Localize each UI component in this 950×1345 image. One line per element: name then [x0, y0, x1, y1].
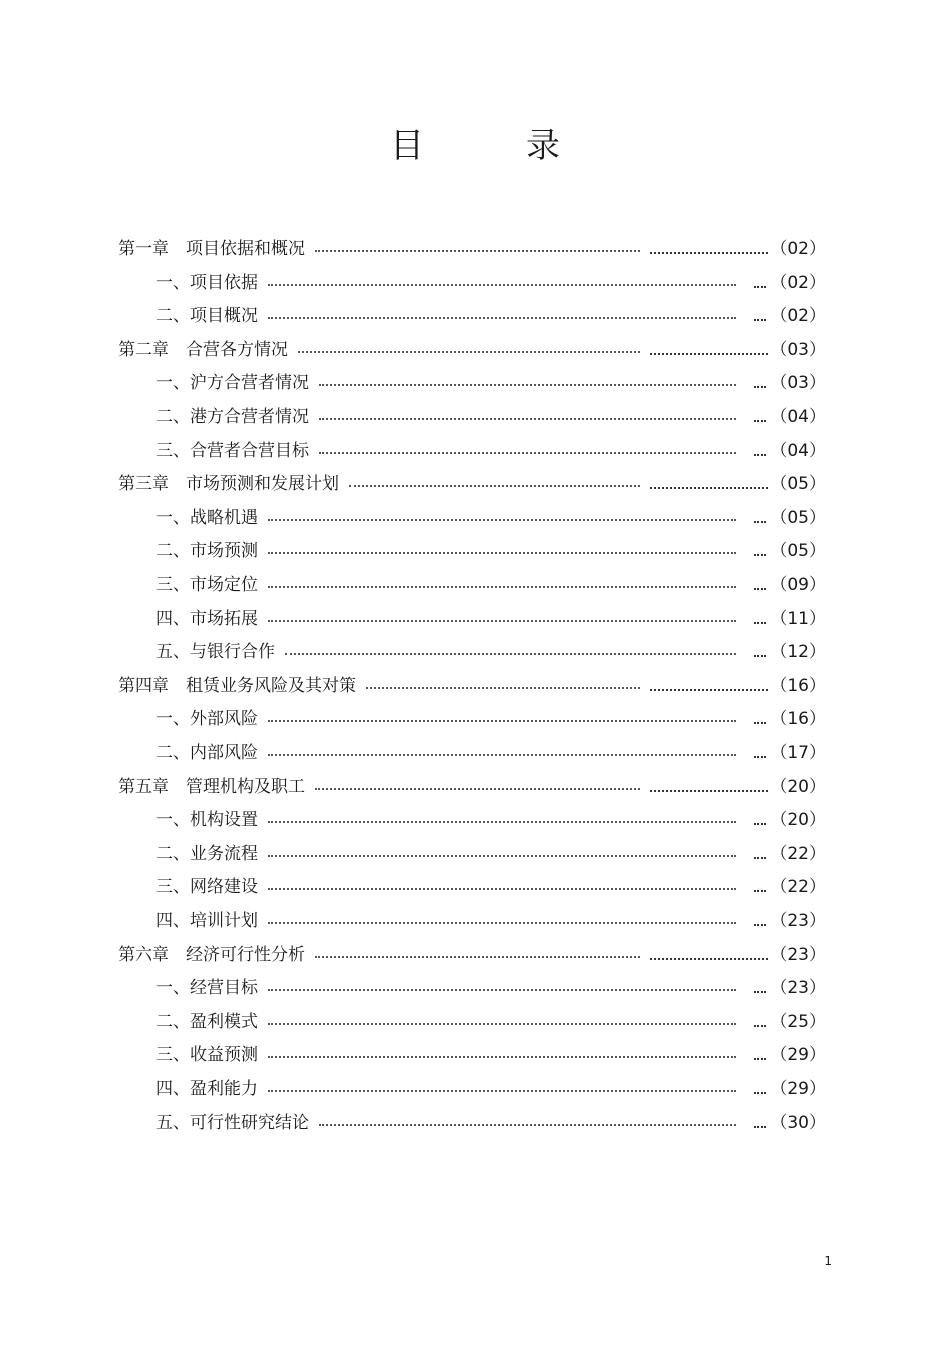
toc-chapter-label: 第三章 市场预测和发展计划	[118, 474, 339, 495]
toc-section-row[interactable]	[0, 434, 950, 468]
toc-chapter-label: 第六章 经济可行性分析	[118, 944, 305, 965]
toc-dot-leader	[319, 448, 736, 454]
toc-page-number: （20）	[770, 810, 826, 831]
toc-page-number: （05）	[770, 474, 826, 495]
toc-page-number: （20）	[770, 776, 826, 797]
toc-page-number: （30）	[770, 1112, 826, 1133]
toc-section-row[interactable]	[0, 1005, 950, 1039]
toc-section-row[interactable]	[0, 870, 950, 904]
toc-page-number: （05）	[770, 507, 826, 528]
toc-dot-leader	[298, 347, 640, 353]
toc-dot-leader	[268, 616, 736, 622]
toc-dot-leader	[349, 481, 640, 487]
toc-dot-leader	[754, 1122, 766, 1128]
toc-section-row[interactable]	[0, 299, 950, 333]
toc-dot-leader	[268, 716, 736, 722]
toc-section-label: 一、外部风险	[156, 709, 258, 730]
toc-dot-leader	[754, 651, 766, 657]
toc-dot-leader	[754, 752, 766, 758]
toc-dot-leader	[754, 819, 766, 825]
toc-dot-leader	[268, 884, 736, 890]
toc-dot-leader	[754, 1088, 766, 1094]
toc-dot-leader	[268, 515, 736, 521]
toc-section-label: 四、培训计划	[156, 911, 258, 931]
toc-dot-leader	[285, 649, 736, 655]
toc-section-row[interactable]	[0, 971, 950, 1005]
toc-section-label: 一、经营目标	[156, 978, 258, 999]
toc-section-label: 一、沪方合营者情况	[156, 373, 309, 394]
toc-page-number: （22）	[770, 877, 826, 898]
toc-dot-leader	[754, 517, 766, 523]
toc-section-label: 二、市场预测	[156, 541, 258, 562]
toc-section-label: 三、收益预测	[156, 1045, 258, 1066]
toc-dot-leader	[754, 416, 766, 422]
toc-dot-leader	[268, 1019, 736, 1025]
toc-section-row[interactable]	[0, 702, 950, 736]
toc-dot-leader	[754, 987, 766, 993]
toc-section-row[interactable]	[0, 400, 950, 434]
toc-section-label: 一、项目依据	[156, 272, 258, 293]
toc-dot-leader	[650, 786, 768, 792]
toc-section-label: 四、市场拓展	[156, 608, 258, 629]
toc-section-row[interactable]	[0, 534, 950, 568]
toc-page-number: （02）	[770, 306, 826, 327]
toc-dot-leader	[268, 280, 736, 286]
toc-dot-leader	[366, 683, 640, 689]
toc-section-label: 二、盈利模式	[156, 1011, 258, 1032]
toc-dot-leader	[754, 853, 766, 859]
toc-section-row[interactable]	[0, 837, 950, 871]
toc-dot-leader	[315, 246, 640, 252]
toc-page-number: （09）	[770, 575, 826, 595]
toc-page-number: （29）	[770, 1079, 826, 1099]
toc-chapter-row[interactable]	[0, 770, 950, 804]
toc-page-number: （02）	[770, 239, 826, 259]
toc-section-label: 五、与银行合作	[156, 642, 275, 663]
toc-chapter-row[interactable]	[0, 669, 950, 703]
toc-dot-leader	[268, 750, 736, 756]
toc-page-number: （04）	[770, 407, 826, 427]
toc-chapter-label: 第一章 项目依据和概况	[118, 239, 305, 259]
toc-section-label: 一、机构设置	[156, 810, 258, 831]
toc-section-label: 二、业务流程	[156, 843, 258, 864]
toc-dot-leader	[754, 618, 766, 624]
toc-section-row[interactable]	[0, 501, 950, 535]
toc-dot-leader	[315, 784, 640, 790]
toc-page-number: （11）	[770, 608, 826, 629]
toc-page-number: （16）	[770, 709, 826, 730]
toc-section-row[interactable]	[0, 803, 950, 837]
toc-dot-leader	[268, 851, 736, 857]
toc-dot-leader	[754, 886, 766, 892]
toc-section-label: 二、内部风险	[156, 743, 258, 763]
toc-page-number: （23）	[770, 911, 826, 931]
toc-section-label: 二、项目概况	[156, 306, 258, 327]
toc-section-row[interactable]	[0, 635, 950, 669]
toc-chapter-row[interactable]	[0, 938, 950, 972]
toc-page-number: （12）	[770, 642, 826, 663]
toc-dot-leader	[754, 382, 766, 388]
toc-dot-leader	[268, 582, 736, 588]
toc-page-number: （23）	[770, 978, 826, 999]
toc-section-label: 三、网络建设	[156, 877, 258, 898]
toc-dot-leader	[754, 450, 766, 456]
toc-chapter-label: 第二章 合营各方情况	[118, 339, 288, 360]
toc-dot-leader	[268, 817, 736, 823]
toc-section-row[interactable]	[0, 266, 950, 300]
toc-dot-leader	[319, 380, 736, 386]
toc-page-number: （25）	[770, 1011, 826, 1032]
toc-dot-leader	[268, 985, 736, 991]
toc-section-row[interactable]	[0, 1106, 950, 1140]
toc-section-row[interactable]	[0, 366, 950, 400]
toc-dot-leader	[268, 1052, 736, 1058]
toc-dot-leader	[754, 315, 766, 321]
toc-section-label: 二、港方合营者情况	[156, 407, 309, 427]
toc-dot-leader	[319, 1120, 736, 1126]
toc-page-number: （03）	[770, 339, 826, 360]
document-title: 目 录	[390, 126, 594, 166]
toc-page-number: （05）	[770, 541, 826, 562]
toc-page-number: （16）	[770, 675, 826, 696]
toc-dot-leader	[315, 952, 640, 958]
toc-dot-leader	[754, 550, 766, 556]
toc-section-label: 三、合营者合营目标	[156, 440, 309, 461]
toc-dot-leader	[319, 414, 736, 420]
toc-section-label: 三、市场定位	[156, 575, 258, 595]
toc-section-row[interactable]	[0, 1038, 950, 1072]
toc-page-number: （22）	[770, 843, 826, 864]
toc-dot-leader	[650, 349, 768, 355]
toc-section-row[interactable]	[0, 602, 950, 636]
toc-dot-leader	[754, 1054, 766, 1060]
toc-page-number: （02）	[770, 272, 826, 293]
toc-chapter-label: 第五章 管理机构及职工	[118, 776, 305, 797]
toc-dot-leader	[650, 248, 768, 254]
toc-page-number: （23）	[770, 944, 826, 965]
toc-section-label: 五、可行性研究结论	[156, 1112, 309, 1133]
toc-page-number: （17）	[770, 743, 826, 763]
toc-section-row[interactable]	[0, 736, 950, 770]
toc-dot-leader	[754, 718, 766, 724]
toc-dot-leader	[268, 313, 736, 319]
toc-section-row[interactable]	[0, 1072, 950, 1106]
toc-dot-leader	[268, 548, 736, 554]
toc-chapter-row[interactable]	[0, 232, 950, 266]
toc-dot-leader	[754, 584, 766, 590]
toc-chapter-row[interactable]	[0, 333, 950, 367]
toc-dot-leader	[650, 685, 768, 691]
toc-dot-leader	[650, 954, 768, 960]
toc-dot-leader	[650, 483, 768, 489]
toc-section-row[interactable]	[0, 568, 950, 602]
toc-page-number: （29）	[770, 1045, 826, 1066]
toc-dot-leader	[268, 918, 736, 924]
toc-chapter-label: 第四章 租赁业务风险及其对策	[118, 675, 356, 696]
toc-dot-leader	[268, 1086, 736, 1092]
toc-section-row[interactable]	[0, 904, 950, 938]
toc-dot-leader	[754, 1021, 766, 1027]
toc-dot-leader	[754, 920, 766, 926]
toc-section-label: 四、盈利能力	[156, 1079, 258, 1099]
toc-chapter-row[interactable]	[0, 467, 950, 501]
toc-section-label: 一、战略机遇	[156, 507, 258, 528]
page-number: 1	[824, 1254, 832, 1268]
toc-dot-leader	[754, 282, 766, 288]
toc-page-number: （04）	[770, 440, 826, 461]
toc-page-number: （03）	[770, 373, 826, 394]
